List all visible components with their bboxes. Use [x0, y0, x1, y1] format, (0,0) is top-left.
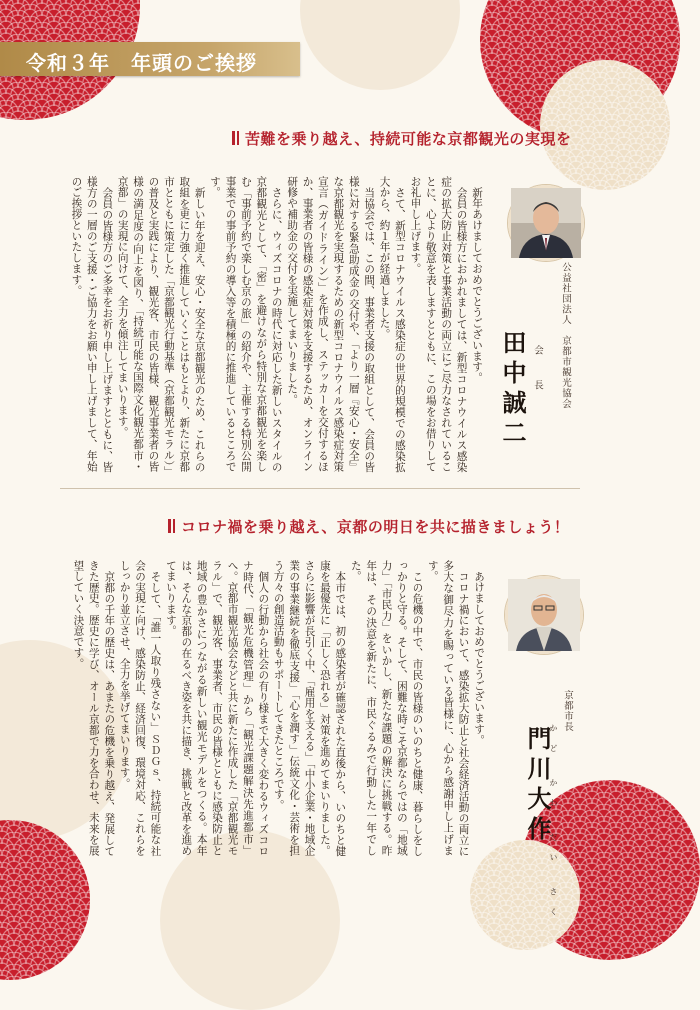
section1-paragraph: 会員の皆様方におかれましては、新型コロナウイルス感染症の拡大防止対策と事業活動の両立にご尽力なされていることに、心より敬意を表しますとともに、この場をお借りしてお礼申し上げます。: [409, 176, 468, 472]
speaker2-name: 門川大作: [523, 726, 552, 846]
page-title: 令和３年 年頭のご挨拶: [26, 51, 257, 75]
section1-paragraph: さて、新型コロナウイルス感染症の世界的規模での感染拡大から、約１年が経過しました。: [378, 176, 406, 472]
section1-heading-text: 苦難を乗り越え、持続可能な京都観光の実現を: [245, 130, 572, 148]
section1-paragraph: さらに、ウィズコロナの時代に対応した新しいスタイルの京都観光として、「密」を避けながら特別な京都観光を楽しむ「事前予約で楽しむ京の旅」の紹介や、主催する特別公開事業での事前予約の導入等を積極的に推進しているところです。: [209, 176, 283, 472]
title-banner: [0, 42, 300, 76]
speaker2-role: 京都市長: [562, 690, 573, 732]
section1-paragraph: 新しい年を迎え、安心・安全な京都観光のため、これらの取組を更に力強く推進していくことはもとより、新たに京都市とともに策定した「京都観光行動基準（京都観光モラル）」の普及と実践により、観光客、市民の皆様、観光事業者の皆様の満足度の向上を図り、「持続可能な国際文化観光都市・京都」の実現に向けて、全力を傾注してまいります。: [116, 176, 206, 472]
section2-paragraph: この危機の中で、市民の皆様のいのちと健康、暮らしをしっかりと守る。そして、困難な時こそ京都ならではの「地域力」「市民力」をいかし、新たな課題の解決に挑戦する。昨年は、その決意を新たに、市民ぐるみで行動した一年でした。: [349, 560, 424, 856]
section1-body: [52, 176, 484, 472]
speaker2-name-reading: かど かわ だい さく: [549, 724, 558, 928]
portrait-tanaka: [508, 185, 584, 261]
section2-paragraph: コロナ禍において、感染拡大防止と社会経済活動の両立に多大な御尽力を賜っている皆様に、心から感謝申し上げます。: [426, 560, 470, 856]
decor-circle-upper-mid: [300, 0, 460, 90]
decor-circle-top-right-cream: [540, 60, 670, 190]
section2-paragraph: そして、「誰一人取り残さない」ＳＤＧｓ、持続可能な社会の実現に向け、感染防止、経済回復、環境対応、これらをしっかり並立させ、全力を挙げてまいります。: [118, 560, 162, 856]
speaker1-name: 田中誠二: [498, 330, 527, 450]
section2-paragraph: あけましておめでとうございます。: [473, 570, 485, 745]
section2-paragraph: 本市では、初の感染者が確認された直後から、いのちと健康を最優先に「正しく恐れる」対策を進めてまいりました。さらに影響が長引く中、「雇用を支える」「中小企業・地域企業の事業継続を徹底支援」「心を潤す」伝統文化・芸術を担う方々の創造活動もサポートしてきたところです。: [272, 560, 347, 856]
section2-paragraph: 個人の行動から社会の有り様まで大きく変わるウィズコロナ時代、「観光危機管理」から「観光課題解決先進都市」へ。京都市観光協会などと共に新たに作成した「京都観光モラル」で、観光客、事業者、市民の皆様とともに感染防止と地域の豊かさにつながる新しい観光モデルをつくる。本年は、そんな京都の在るべき姿を共に描き、挑戦と改革を進めてまいります。: [164, 560, 270, 856]
section2-paragraph: 京都の千年の歴史は、あまたの危機を乗り越え、発展してきた歴史。歴史に学び、オール京都で力を合わせ、未来を展望していく決意です。: [72, 560, 116, 856]
section1-paragraph: 新年あけましておめでとうございます。: [471, 186, 483, 383]
section2-heading: [168, 516, 569, 537]
heading-bar: [232, 131, 235, 145]
section1-heading: [232, 128, 571, 149]
speaker1-role: 会 長: [532, 345, 543, 398]
portrait-kadokawa-image: [508, 579, 580, 651]
speaker1-org: 公益社団法人 京都市観光協会: [560, 262, 571, 409]
portrait-kadokawa: [505, 576, 583, 654]
heading-bar: [237, 131, 239, 145]
portrait-tanaka-image: [511, 188, 581, 258]
section1-paragraph: 会員の皆様方のご多幸をお祈り申し上げますとともに、皆様方の一層のご支援・ご協力をお願い申し上げまして、年始のご挨拶といたします。: [70, 176, 114, 472]
decor-circle-bottom-right-cream: [470, 840, 580, 950]
section1-paragraph: 当協会では、この間、事業者支援の取組として、会員の皆様に対する緊急助成金の交付や、「より一層『安心・安全』な京都観光を実現するための新型コロナウイルス感染症対策宣言（ガイドライン）」を作成し、ステッカーを交付するほか、事業者の皆様の感染症対策を支援するため、オンライン研修や補助金の交付を実施してまいりました。: [286, 176, 376, 472]
section2-heading-text: コロナ禍を乗り越え、京都の明日を共に描きましょう！: [181, 518, 570, 536]
section-divider: [60, 488, 580, 489]
section2-body: [72, 560, 486, 856]
heading-bar: [173, 519, 175, 533]
heading-bar: [168, 519, 171, 533]
decor-circle-bottom-mid: [160, 830, 340, 1010]
